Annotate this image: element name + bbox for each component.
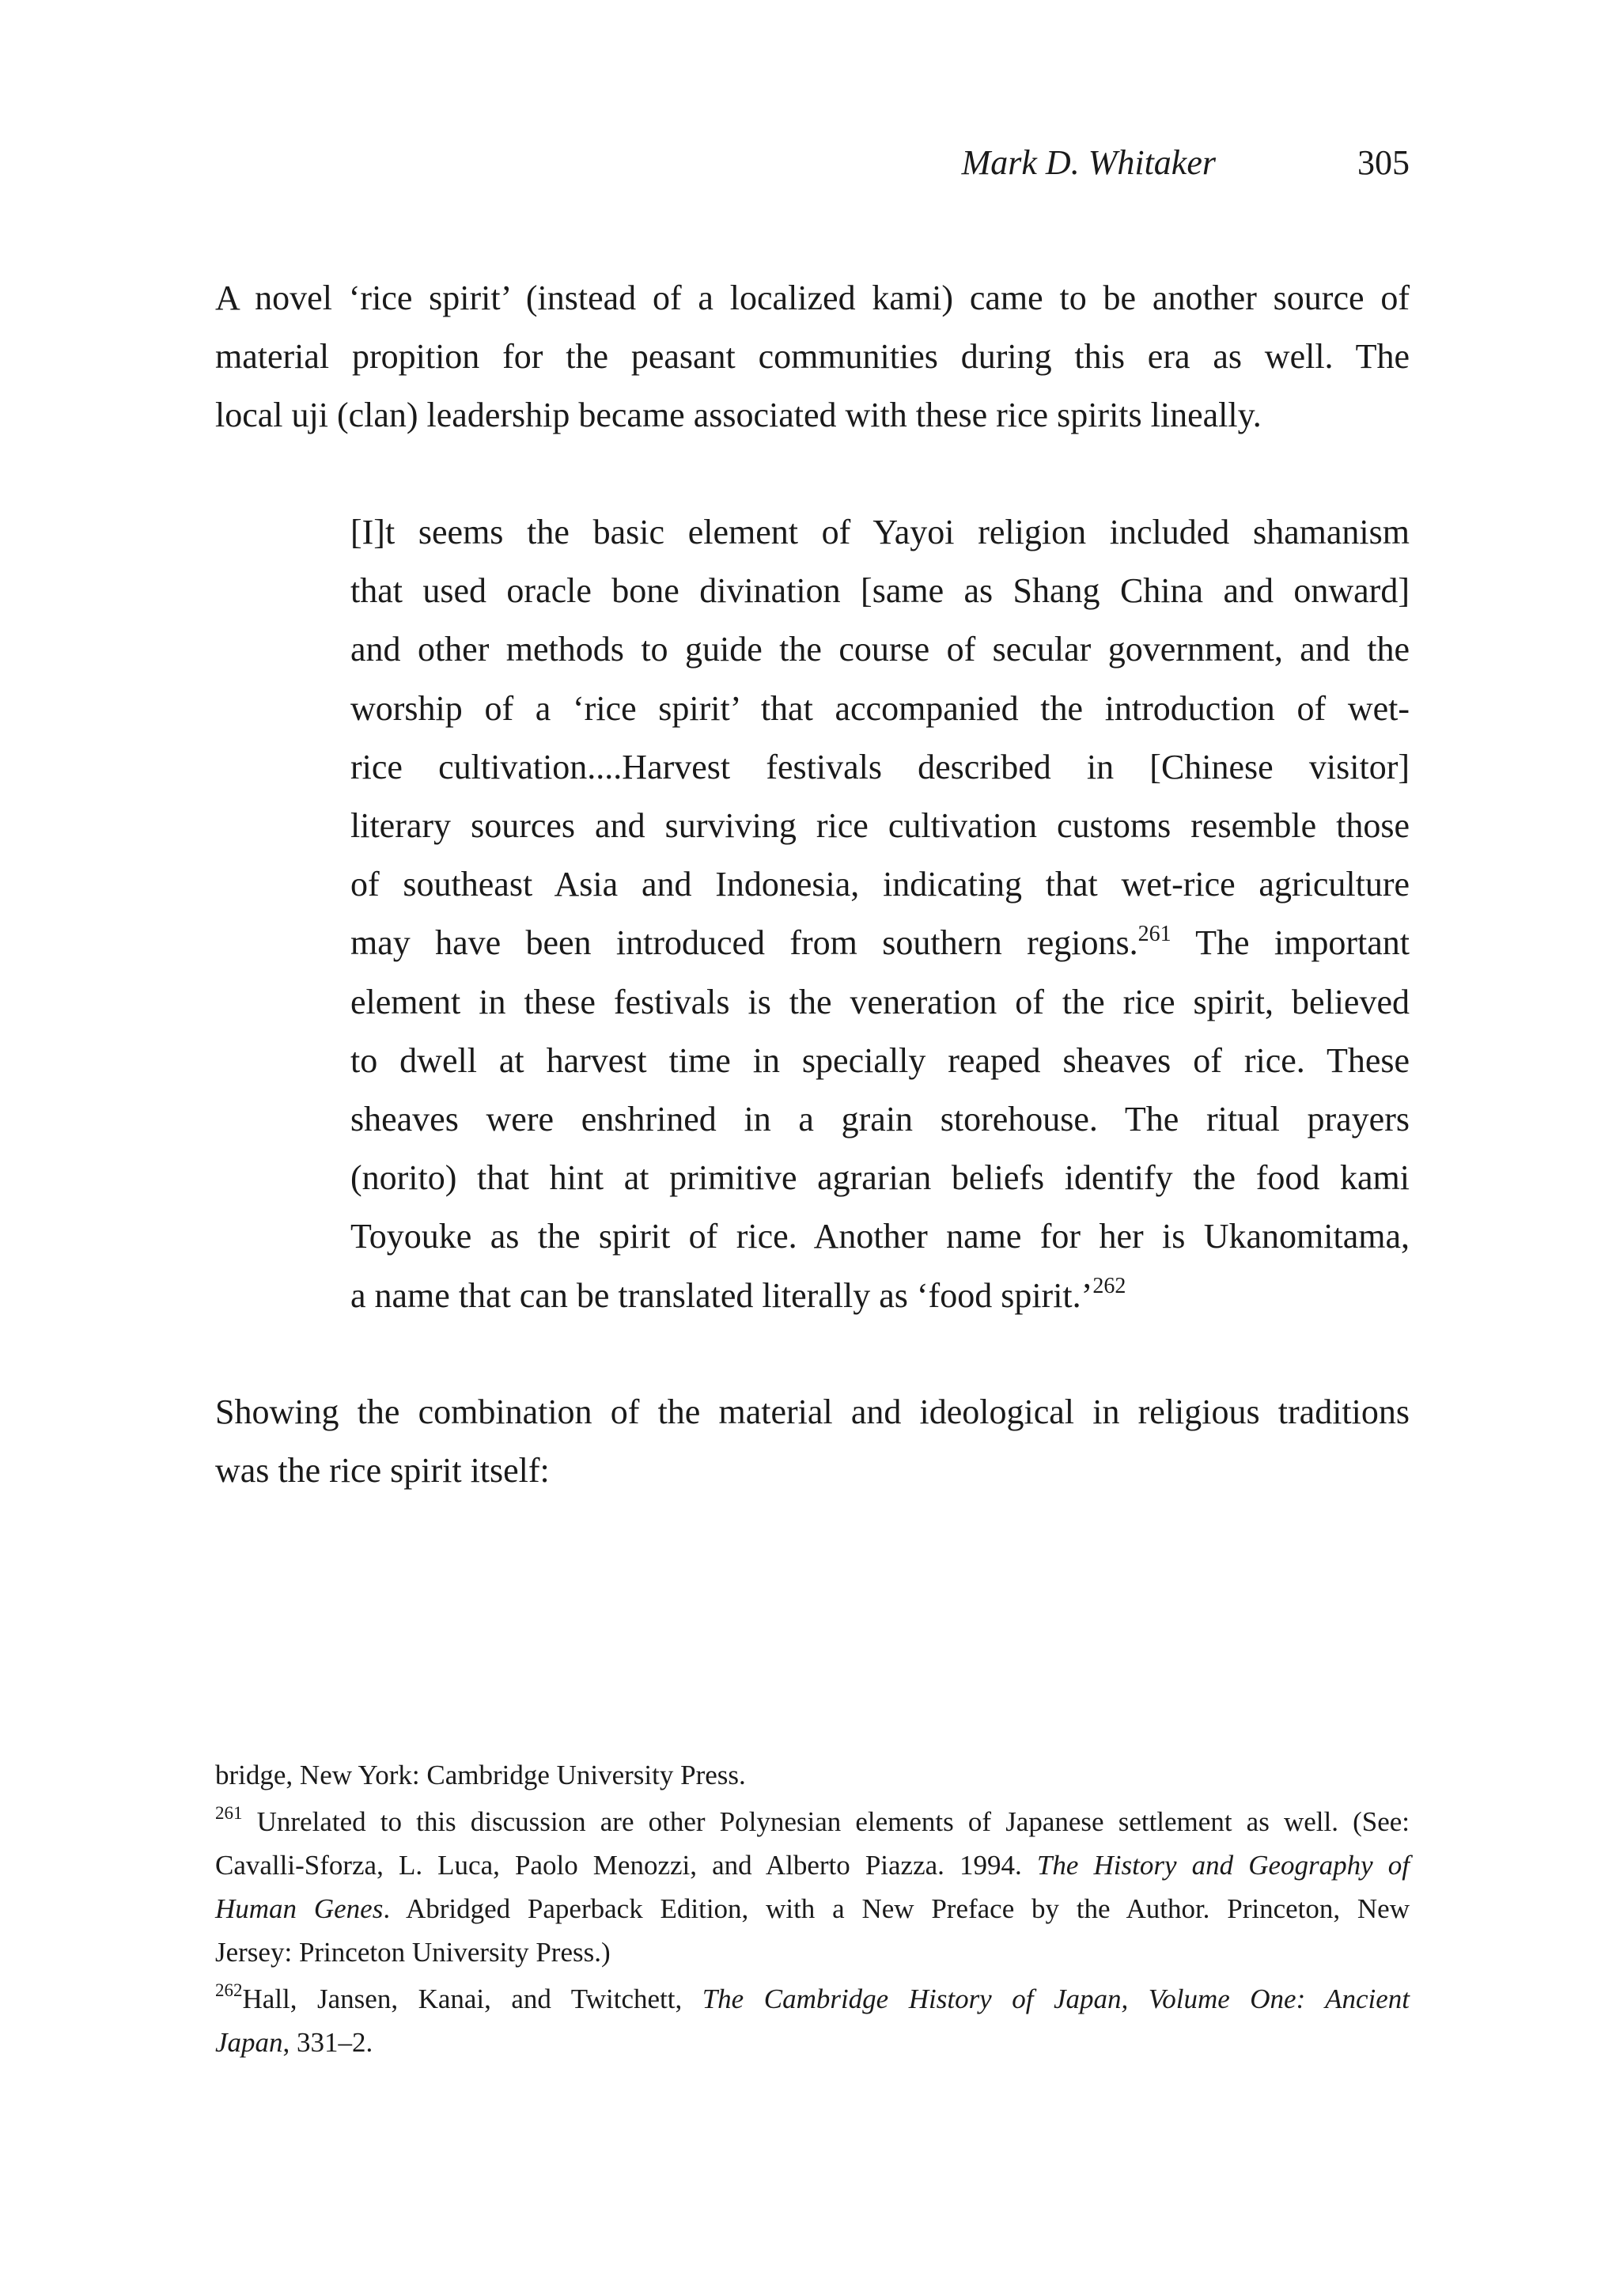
footnote-number-261: 261 — [215, 1803, 243, 1824]
quote-last-line — [350, 1267, 1410, 1325]
quote-line: sheaves were enshrined in a grain storehouse. The ritual prayers — [350, 1100, 1410, 1139]
footnote-text: . Abridged Paperback Edition, with a New Preface by the Author. Princeton, New — [383, 1893, 1410, 1924]
footnotes — [215, 1753, 1410, 2064]
quote-line: of southeast Asia and Indonesia, indicating that wet-rice agriculture — [350, 865, 1410, 904]
text-line: local uji (clan) leadership became associated with these rice spirits lineally. — [215, 396, 1262, 434]
quote-line: and other methods to guide the course of secular government, and the — [350, 630, 1410, 669]
quote-line: that used oracle bone divination [same as Shang China and onward] — [350, 571, 1410, 611]
quote-line: Toyouke as the spirit of rice. Another name for her is Ukanomitama, — [350, 1217, 1410, 1256]
quote-line: worship of a ‘rice spirit’ that accompanied the introduction of wet- — [350, 688, 1410, 728]
running-header — [215, 141, 1410, 185]
quote-line-with-footnote-ref — [350, 914, 1410, 972]
footnote-book-title: Japan — [215, 2027, 283, 2058]
body-paragraph-2 — [215, 1383, 1410, 1500]
footnote-book-title: The Cambridge History of Japan, Volume One: Ancient — [702, 1983, 1410, 2014]
text-line: Showing the combination of the material and ideological in religious traditions — [215, 1392, 1410, 1431]
footnote-261-line — [215, 1843, 1410, 1887]
footnote-261-line — [215, 1887, 1410, 1930]
footnote-261-line — [215, 1800, 1410, 1843]
footnote-text: Cavalli-Sforza, L. Luca, Paolo Menozzi, and Alberto Piazza. 1994. — [215, 1850, 1037, 1881]
quote-line: literary sources and surviving rice cultivation customs resemble those — [350, 806, 1410, 846]
quote-text: may have been introduced from southern regions. — [350, 923, 1138, 963]
quote-text: The important — [1171, 923, 1410, 963]
footnote-book-title: The History and Geography of — [1036, 1850, 1410, 1881]
footnote-ref-262[interactable]: 262 — [1092, 1273, 1126, 1298]
quote-text: a name that can be translated literally as ‘food spirit.’ — [350, 1275, 1093, 1315]
quote-line: element in these festivals is the veneration of the rice spirit, believed — [350, 982, 1410, 1021]
footnote-text: Hall, Jansen, Kanai, and Twitchett, — [242, 1983, 702, 2014]
quote-line: rice cultivation....Harvest festivals described in [Chinese visitor] — [350, 747, 1410, 786]
body-paragraph-1 — [215, 269, 1410, 445]
block-quote — [350, 503, 1410, 1325]
text-line: was the rice spirit itself: — [215, 1451, 550, 1490]
footnote-text: , 331–2. — [282, 2027, 373, 2058]
footnote-262-line — [215, 1977, 1410, 2021]
footnote-text: Unrelated to this discussion are other Polynesian elements of Japanese settlement as well. (See: — [242, 1806, 1410, 1837]
footnote-ref-261[interactable]: 261 — [1137, 921, 1171, 946]
quote-line: to dwell at harvest time in specially reaped sheaves of rice. These — [350, 1040, 1410, 1080]
text-line: material propition for the peasant communities during this era as well. The — [215, 337, 1410, 376]
footnote-continuation: bridge, New York: Cambridge University Press. — [215, 1760, 746, 1790]
header-author: Mark D. Whitaker — [961, 143, 1216, 182]
footnote-262-line — [215, 2021, 1410, 2064]
footnote-number-262: 262 — [215, 1980, 243, 2001]
footnote-book-title: Human Genes — [215, 1893, 384, 1924]
page-number: 305 — [1357, 143, 1410, 182]
text-line: A novel ‘rice spirit’ (instead of a localized kami) came to be another source of — [215, 278, 1410, 317]
quote-line: [I]t seems the basic element of Yayoi religion included shamanism — [350, 513, 1410, 551]
quote-line: (norito) that hint at primitive agrarian beliefs identify the food kami — [350, 1158, 1410, 1198]
footnote-261-line: Jersey: Princeton University Press.) — [215, 1937, 611, 1968]
